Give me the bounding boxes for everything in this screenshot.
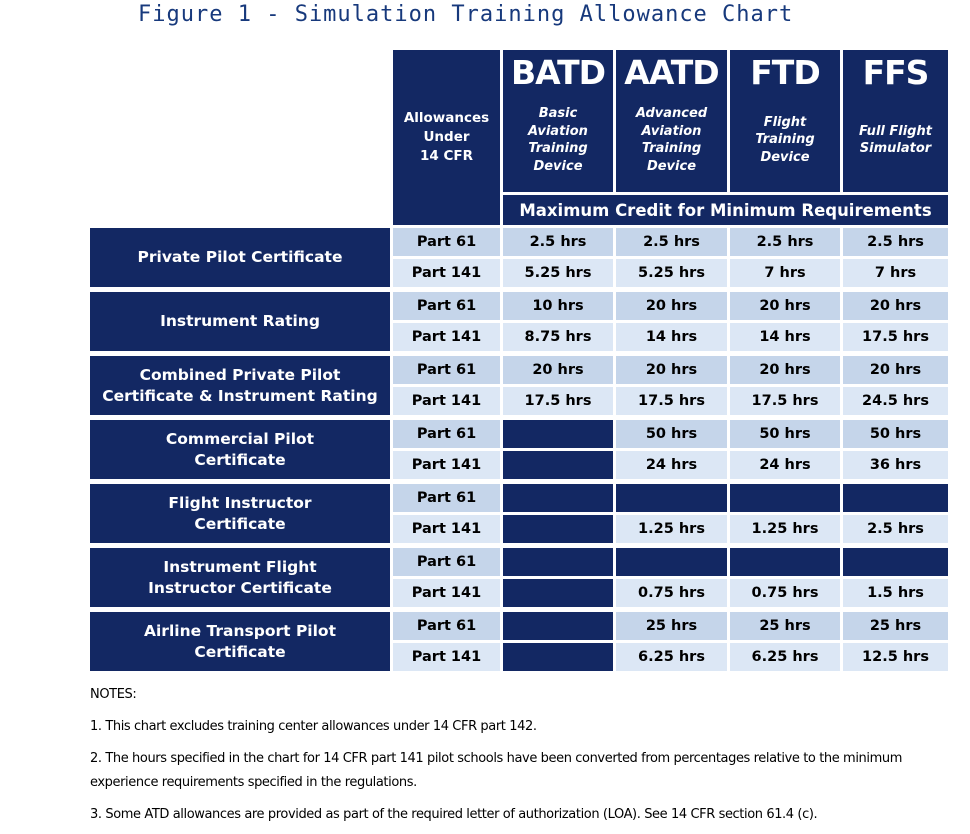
notes-section — [90, 683, 952, 834]
device-name-line: Basic — [538, 106, 578, 121]
note-item-1: 1. This chart excludes training center allowances under 14 CFR part 142. — [90, 719, 537, 734]
part-cell: Part 141 — [393, 515, 500, 543]
device-name-line: Device — [533, 158, 583, 174]
value-cell — [730, 484, 840, 512]
corner-line: 14 CFR — [419, 148, 473, 164]
notes-heading: NOTES: — [90, 687, 137, 702]
table-row — [393, 451, 948, 479]
value-cell — [503, 548, 613, 576]
value-cell: 50 hrs — [843, 420, 948, 448]
group-label-line: Instrument Flight — [163, 557, 317, 576]
group-label-line: Commercial Pilot — [165, 429, 315, 448]
value-cell: 5.25 hrs — [503, 259, 613, 287]
row-group-label — [90, 356, 390, 415]
corner-line: Allowances — [403, 110, 490, 126]
row-group-flight-instructor — [90, 484, 948, 543]
part-cell: Part 141 — [393, 643, 500, 671]
device-abbr: BATD — [510, 53, 606, 92]
value-cell: 17.5 hrs — [616, 387, 727, 415]
device-name-line: Aviation — [528, 123, 588, 139]
table-row — [393, 515, 948, 543]
device-name-line: Simulator — [859, 141, 932, 156]
value-cell: 2.5 hrs — [730, 228, 840, 256]
note-item-2: 2. The hours specified in the chart for 14 CFR part 141 pilot schools have been converted from percentages relative to the minimum experience requirements specified in the regulations. — [90, 751, 902, 790]
row-group-label — [90, 548, 390, 607]
device-name-line: Training — [755, 132, 815, 148]
value-cell: 36 hrs — [843, 451, 948, 479]
part-cell: Part 61 — [393, 356, 500, 384]
group-label-line: Instructor Certificate — [148, 578, 332, 597]
value-cell: 1.5 hrs — [843, 579, 948, 607]
table-row — [393, 420, 948, 448]
group-rows — [393, 228, 948, 287]
value-cell: 5.25 hrs — [616, 259, 727, 287]
table-row — [393, 548, 948, 576]
part-cell: Part 61 — [393, 548, 500, 576]
group-label-line: Combined Private Pilot — [139, 365, 341, 384]
device-full-name — [636, 92, 707, 192]
value-cell: 25 hrs — [843, 612, 948, 640]
device-header-block — [503, 50, 948, 225]
value-cell: 6.25 hrs — [616, 643, 727, 671]
value-cell: 8.75 hrs — [503, 323, 613, 351]
row-group-label — [90, 484, 390, 543]
table-row — [393, 484, 948, 512]
row-group-label — [90, 420, 390, 479]
value-cell: 24 hrs — [730, 451, 840, 479]
device-header-ffs — [843, 50, 948, 192]
value-cell: 14 hrs — [616, 323, 727, 351]
device-full-name — [755, 92, 814, 192]
device-name-line: Aviation — [641, 123, 702, 139]
value-cell: 20 hrs — [616, 292, 727, 320]
value-cell — [503, 612, 613, 640]
row-group-combined — [90, 356, 948, 415]
table-row — [393, 579, 948, 607]
part-cell: Part 61 — [393, 612, 500, 640]
group-label-line: Certificate — [194, 514, 286, 533]
part-cell: Part 141 — [393, 259, 500, 287]
value-cell: 50 hrs — [616, 420, 727, 448]
group-rows — [393, 484, 948, 543]
group-label-line: Airline Transport Pilot — [144, 621, 336, 640]
group-rows — [393, 548, 948, 607]
row-group-instrument-flight-instructor — [90, 548, 948, 607]
value-cell — [503, 515, 613, 543]
header-spacer — [90, 50, 390, 225]
part-cell: Part 61 — [393, 484, 500, 512]
group-rows — [393, 356, 948, 415]
device-name-line: Device — [760, 149, 810, 165]
value-cell: 25 hrs — [730, 612, 840, 640]
table-row — [393, 612, 948, 640]
device-header-row — [503, 50, 948, 192]
device-header-ftd — [730, 50, 840, 192]
value-cell — [503, 420, 613, 448]
part-cell: Part 61 — [393, 228, 500, 256]
value-cell: 2.5 hrs — [616, 228, 727, 256]
value-cell: 24 hrs — [616, 451, 727, 479]
group-rows — [393, 420, 948, 479]
value-cell: 24.5 hrs — [843, 387, 948, 415]
group-label-line: Certificate — [194, 642, 286, 661]
table-row — [393, 643, 948, 671]
row-group-commercial — [90, 420, 948, 479]
value-cell — [503, 484, 613, 512]
row-group-label — [90, 612, 390, 671]
value-cell — [843, 484, 948, 512]
value-cell: 1.25 hrs — [730, 515, 840, 543]
row-group-instrument-rating — [90, 292, 948, 351]
value-cell: 2.5 hrs — [503, 228, 613, 256]
group-rows — [393, 612, 948, 671]
value-cell: 20 hrs — [843, 292, 948, 320]
value-cell: 50 hrs — [730, 420, 840, 448]
value-cell: 17.5 hrs — [730, 387, 840, 415]
group-label-line: Certificate & Instrument Rating — [102, 386, 378, 405]
value-cell: 7 hrs — [730, 259, 840, 287]
device-header-batd — [503, 50, 613, 192]
corner-line: Under — [423, 129, 470, 145]
value-cell — [730, 548, 840, 576]
row-group-label — [90, 228, 390, 287]
device-name-line: Training — [528, 141, 588, 156]
value-cell — [503, 579, 613, 607]
value-cell: 14 hrs — [730, 323, 840, 351]
table-row — [393, 228, 948, 256]
group-label-line: Private Pilot Certificate — [137, 248, 343, 266]
table-row — [393, 387, 948, 415]
device-abbr: FFS — [862, 53, 929, 92]
note-item-3: 3. Some ATD allowances are provided as part of the required letter of authorization (LOA). See 14 CFR section 61.4 (c). — [90, 807, 818, 822]
allowance-table — [90, 50, 948, 676]
value-cell — [616, 548, 727, 576]
value-cell: 10 hrs — [503, 292, 613, 320]
device-full-name — [528, 92, 588, 192]
value-cell — [616, 484, 727, 512]
value-cell: 1.25 hrs — [616, 515, 727, 543]
value-cell: 20 hrs — [843, 356, 948, 384]
value-cell: 6.25 hrs — [730, 643, 840, 671]
group-rows — [393, 292, 948, 351]
part-cell: Part 141 — [393, 451, 500, 479]
device-abbr: AATD — [624, 53, 719, 92]
value-cell: 2.5 hrs — [843, 228, 948, 256]
value-cell: 17.5 hrs — [503, 387, 613, 415]
part-cell: Part 141 — [393, 387, 500, 415]
value-cell: 25 hrs — [616, 612, 727, 640]
device-name-line: Full Flight — [859, 123, 932, 139]
device-full-name — [859, 92, 932, 192]
part-cell: Part 61 — [393, 420, 500, 448]
value-cell: 20 hrs — [730, 356, 840, 384]
device-name-line: Advanced — [635, 106, 708, 121]
row-group-private-pilot — [90, 228, 948, 287]
figure-title: Figure 1 - Simulation Training Allowance Chart — [138, 2, 794, 27]
value-cell: 2.5 hrs — [843, 515, 948, 543]
value-cell: 7 hrs — [843, 259, 948, 287]
row-group-label — [90, 292, 390, 351]
value-cell: 20 hrs — [730, 292, 840, 320]
group-label-line: Certificate — [194, 450, 286, 469]
value-cell: 17.5 hrs — [843, 323, 948, 351]
device-name-line: Flight — [763, 114, 807, 130]
banner-max-credit: Maximum Credit for Minimum Requirements — [503, 195, 948, 225]
part-cell: Part 141 — [393, 323, 500, 351]
group-label-line: Instrument Rating — [160, 312, 320, 330]
value-cell: 0.75 hrs — [730, 579, 840, 607]
table-row — [393, 259, 948, 287]
table-row — [393, 323, 948, 351]
value-cell: 20 hrs — [616, 356, 727, 384]
part-cell: Part 141 — [393, 579, 500, 607]
device-header-aatd — [616, 50, 727, 192]
value-cell — [503, 451, 613, 479]
device-name-line: Training — [641, 141, 702, 156]
value-cell: 20 hrs — [503, 356, 613, 384]
device-name-line: Device — [646, 158, 697, 174]
table-header — [90, 50, 948, 225]
row-group-airline-transport — [90, 612, 948, 671]
value-cell: 0.75 hrs — [616, 579, 727, 607]
part-cell: Part 61 — [393, 292, 500, 320]
device-abbr: FTD — [750, 53, 820, 92]
value-cell — [503, 643, 613, 671]
value-cell — [843, 548, 948, 576]
value-cell: 12.5 hrs — [843, 643, 948, 671]
table-row — [393, 292, 948, 320]
table-row — [393, 356, 948, 384]
corner-header-allowances — [393, 50, 500, 225]
group-label-line: Flight Instructor — [168, 493, 312, 512]
